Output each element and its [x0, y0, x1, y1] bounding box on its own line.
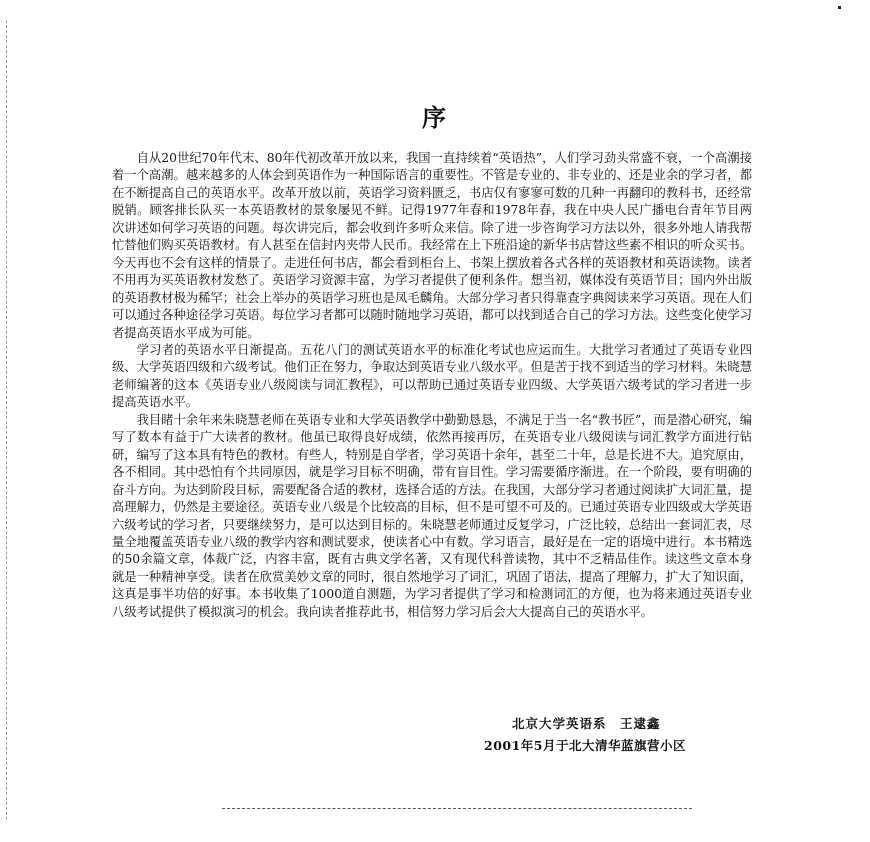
preface-paragraph-1: 自从20世纪70年代末、80年代初改革开放以来，我国一直持续着“英语热”，人们学习劲头常盛不衰，一个高潮接着一个高潮。越来越多的人体会到英语作为一种国际语言的重要性。不管是专业的、非专业的、还是业余的学习者，都在不断提高自己的英语水平。改革开放以前，英语学习资料匮乏，书店仅有寥寥可数的几种一再翻印的教科书，还经常脱销。顾客排长队买一本英语教材的景象屡见不鲜。记得1977年春和1978年春，我在中央人民广播电台青年节目两次讲述如何学习英语的问题。每次讲完后，都会收到许多听众来信。除了进一步咨询学习方法以外，很多外地人请我帮忙替他们购买英语教材。有人甚至在信封内夹带人民币。我经常在上下班沿途的新华书店替这些素不相识的听众买书。今天再也不会有这样的情景了。走进任何书店，都会看到柜台上、书架上摆放着各式各样的英语教材和英语读物。读者不用再为买英语教材发愁了。英语学习资源丰富，为学习者提供了便利条件。想当初，媒体没有英语节目；国内外出版的英语教材极为稀罕；社会上举办的英语学习班也是凤毛麟角。大部分学习者只得靠查字典阅读来学习英语。现在人们可以通过各种途径学习英语。每位学习者都可以随时随地学习英语，都可以找到适合自己的学习方法。这些变化使学习者提高英语水平成为可能。 — [112, 151, 752, 340]
scan-left-edge — [6, 20, 7, 820]
preface-paragraph-3: 我目睹十余年来朱晓慧老师在英语专业和大学英语教学中勤勤恳恳，不满足于当一名“教书匠”，而是潜心研究，编写了数本有益于广大读者的教材。他虽已取得良好成绩，依然再接再厉，在英语专业八级阅读与词汇教学方面进行钻研，编写了这本具有特色的教材。有些人，特别是自学者，学习英语十余年，甚至二十年，总是长进不大。追究原由，各不相同。其中恐怕有个共同原因，就是学习目标不明确，带有盲目性。学习需要循序渐进。在一个阶段，要有明确的奋斗方向。为达到阶段目标，需要配备合适的教材，选择合适的方法。在我国，大部分学习者通过阅读扩大词汇量，提高理解力，仍然是主要途径。英语专业八级是个比较高的目标，但不是可望不可及的。已通过英语专业四级或大学英语六级考试的学习者，只要继续努力，是可以达到目标的。朱晓慧老师通过反复学习，广泛比较，总结出一套词汇表，尽量全地覆盖英语专业八级的教学内容和测试要求，使读者心中有数。学习语言，最好是在一定的语境中进行。本书精选的50余篇文章，体裁广泛，内容丰富，既有古典文学名著，又有现代科普读物，其中不乏精品佳作。读这些文章本身就是一种精神享受。读者在欣赏美妙文章的同时，很自然地学习了词汇，巩固了语法，提高了理解力，扩大了知识面，这真是事半功倍的好事。本书收集了1000道自测题，为学习者提供了学习和检测词汇的方便，也为将来通过英语专业八级考试提供了模拟演习的机会。我向读者推荐此书，相信努力学习后会大大提高自己的英语水平。 — [112, 412, 752, 619]
signature-author: 北京大学英语系 王逮鑫 — [512, 716, 661, 731]
bottom-divider — [222, 808, 692, 809]
preface-body — [112, 150, 752, 621]
preface-paragraph-2: 学习者的英语水平日渐提高。五花八门的测试英语水平的标准化考试也应运而生。大批学习者通过了英语专业四级、大学英语四级和六级考试。他们正在努力，争取达到英语专业八级水平。但是苦于找不到适当的学习材料。朱晓慧老师编著的这本《英语专业八级阅读与词汇教程》，可以帮助已通过英语专业四级、大学英语六级考试的学习者进一步提高英语水平。 — [112, 342, 752, 410]
scan-corner-mark — [838, 6, 841, 9]
preface-title: 序 — [422, 103, 448, 132]
signature-date-place: 2001年5月于北大清华蓝旗营小区 — [484, 738, 686, 753]
